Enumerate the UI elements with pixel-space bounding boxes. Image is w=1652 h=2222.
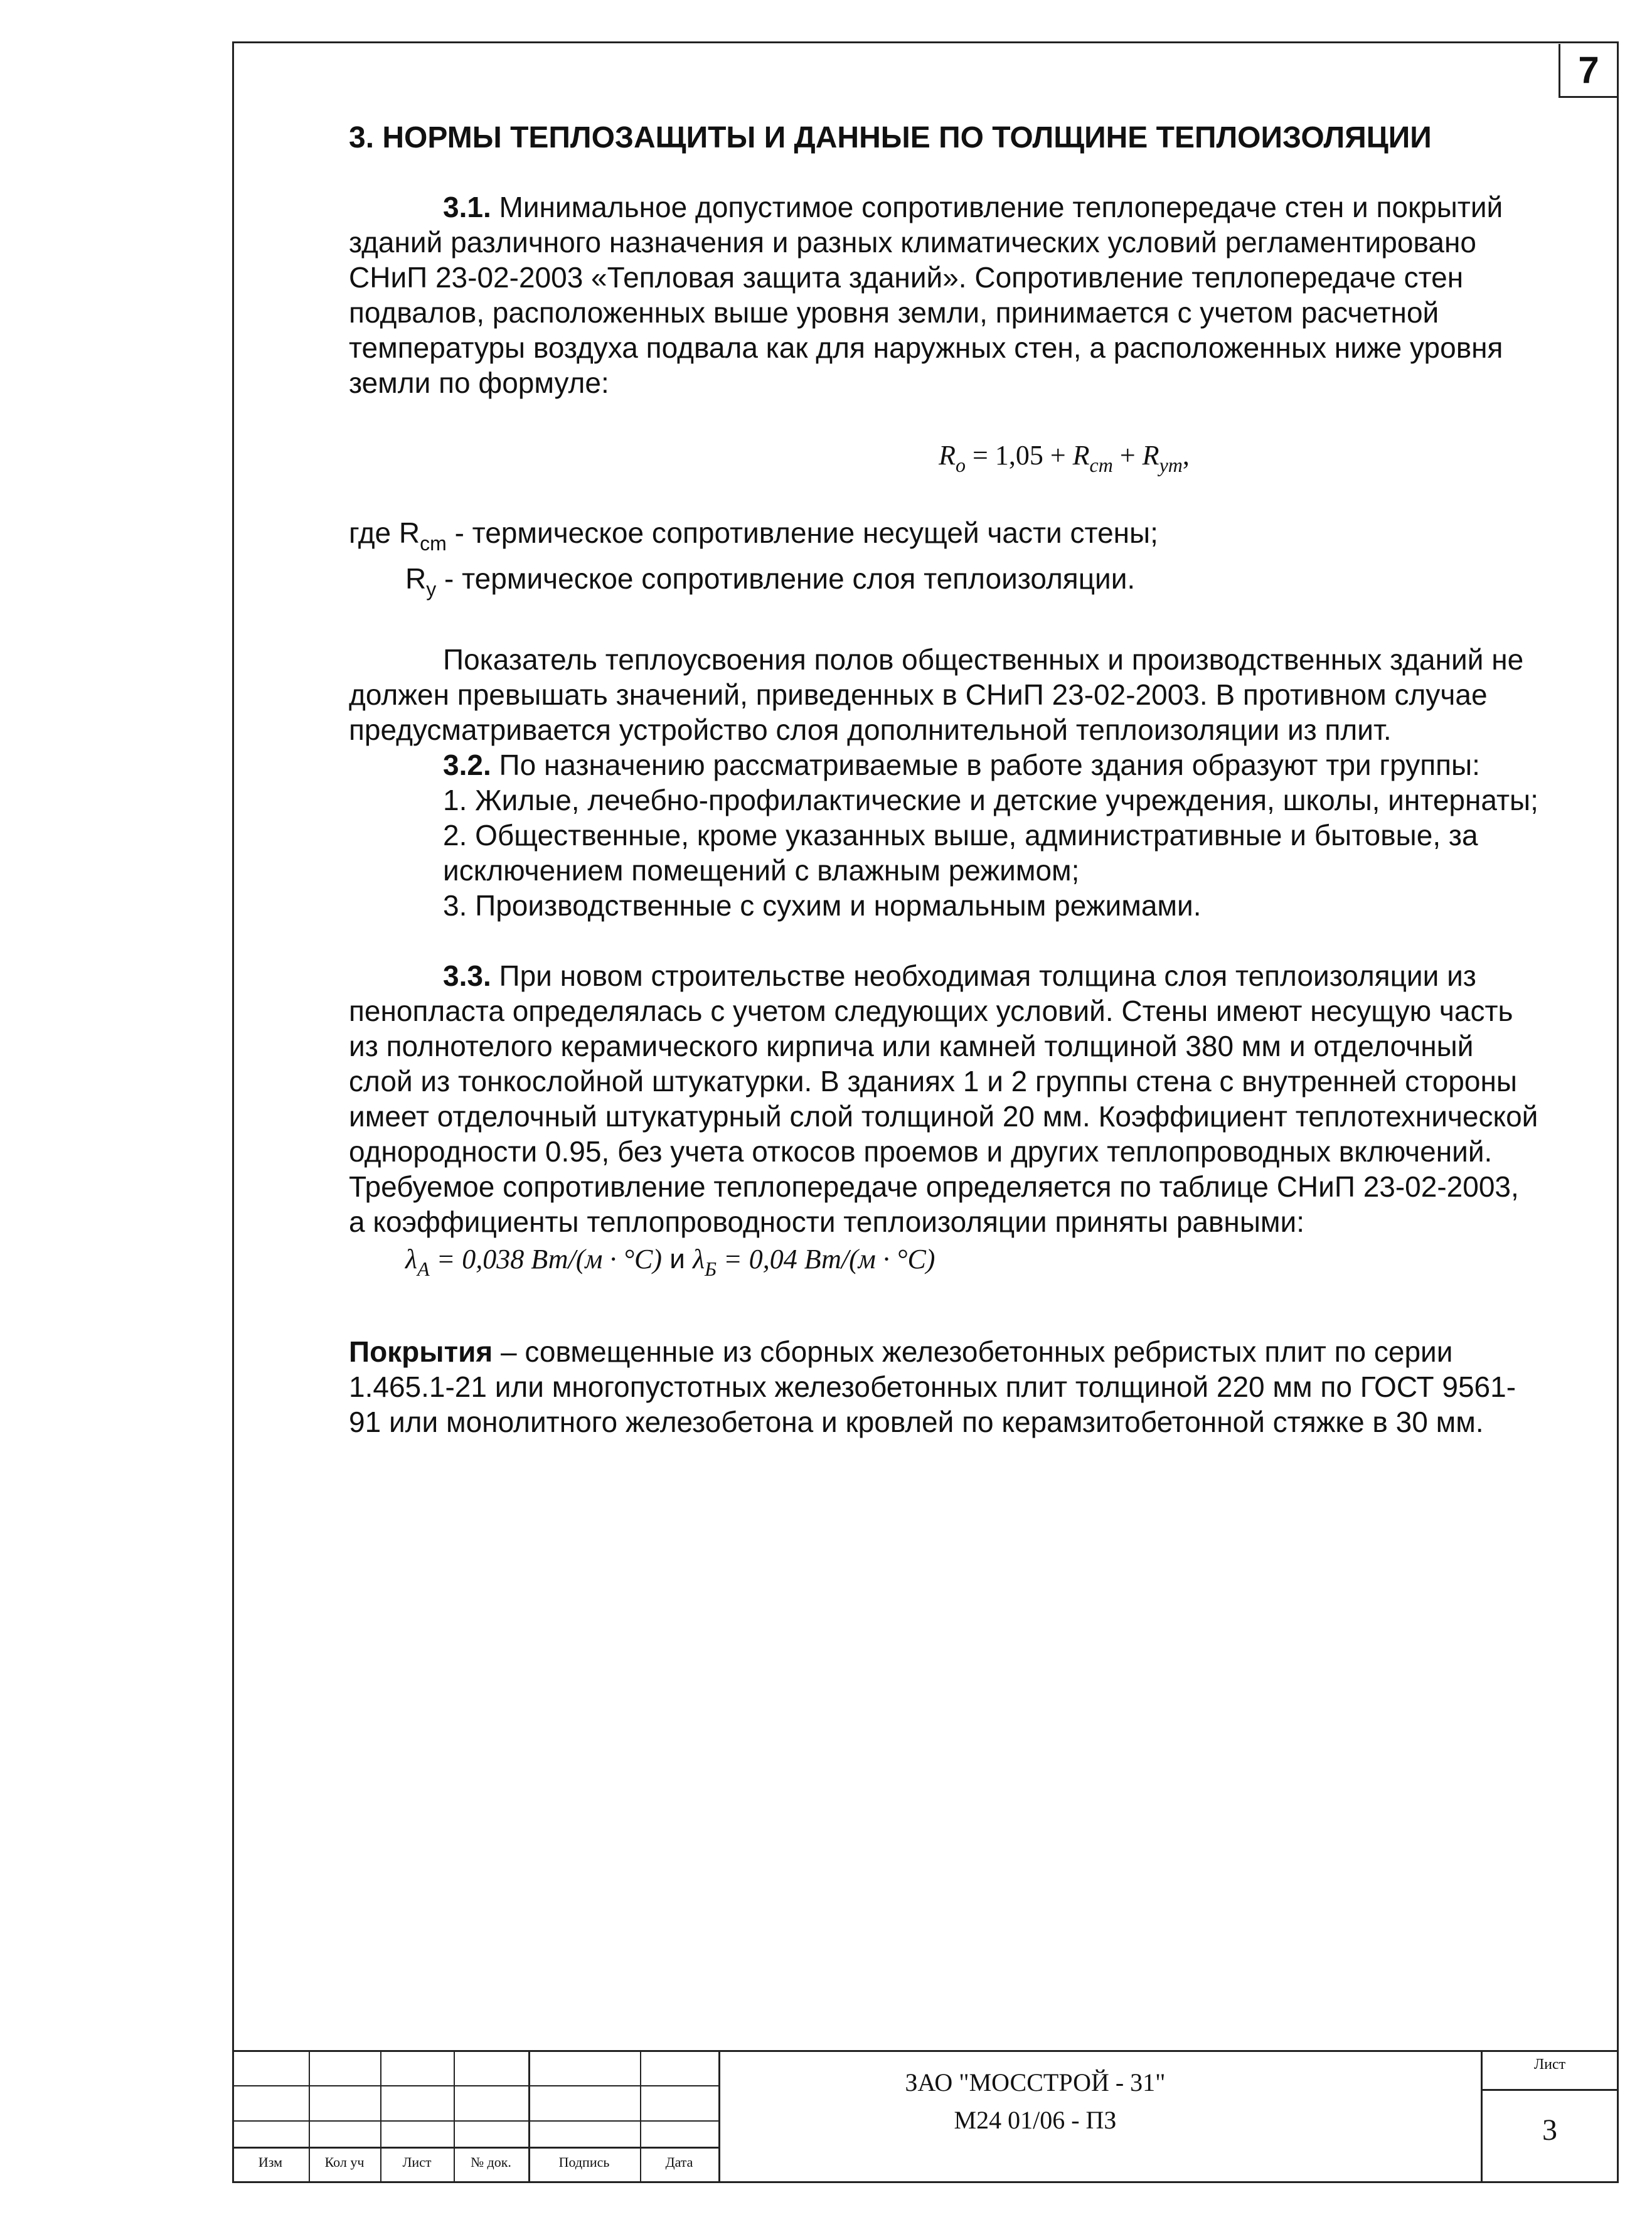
page-number-box: 7	[1559, 44, 1617, 98]
caption-doc-no: № док.	[471, 2154, 511, 2170]
paragraph-3-2-text: По назначению рассматриваемые в работе здания образуют три группы:	[491, 749, 1480, 781]
paragraph-3-3-text: При новом строительстве необходимая толщина слоя теплоизоляции из пенопласта определялась с учетом следующих условий. Стены имеют несущую часть из полнотелого керамического кирпича или камней толщиной 380 мм и отделочный слой из тонкослойной штукатурки. В зданиях 1 и 2 группы стена с внутренней стороны имеет отделочный штукатурный слой толщиной 20 мм. Коэффициент теплотехнической однородности 0.95, без учета откосов проемов и других теплопроводных включений. Требуемое сопротивление теплопередаче определяется по таблице СНиП 23-02-2003, а коэффициенты теплопроводности теплоизоляции приняты равными:	[349, 959, 1538, 1238]
formula-subscript: cm	[1089, 454, 1113, 476]
paragraph-3-3-number: 3.3.	[443, 959, 491, 992]
paragraph-floors: Показатель теплоусвоения полов общественных и производственных зданий не должен превышать значений, приведенных в СНиП 23-02-2003. В противном случае предусматривается устройство слоя дополнительной теплоизоляции из плит.	[349, 643, 1524, 746]
formula-symbol: R	[1072, 440, 1090, 471]
caption-izm: Изм	[258, 2154, 283, 2170]
list-item: 1. Жилые, лечебно-профилактические и детские учреждения, школы, интернаты;	[443, 784, 1538, 816]
formula-operator: = 1,05 +	[966, 440, 1073, 471]
paragraph-3-1-text: Минимальное допустимое сопротивление теплопередаче стен и покрытий зданий различного назначения и разных климатических условий регламентировано СНиП 23-02-2003 «Тепловая защита зданий». Сопротивление теплопередаче стен подвалов, расположенных выше уровня земли, принимается с учетом расчетной температуры воздуха подвала как для наружных стен, а расположенных ниже уровня земли по формуле:	[349, 191, 1503, 399]
definition-ry: $R_y$ - термическое сопротивление слоя теплоизоляции.	[405, 562, 1136, 601]
formula-definitions	[349, 515, 1541, 607]
list-item: 2. Общественные, кроме указанных выше, административные и бытовые, за исключением помещений с влажным режимом;	[443, 819, 1478, 887]
definition-rcm: где $R_{cm}$ - термическое сопротивление несущей части стены;	[349, 516, 1158, 555]
roofs-text: – совмещенные из сборных железобетонных ребристых плит по серии 1.465.1-21 или многопустотных железобетонных плит толщиной 220 мм по ГОСТ 9561-91 или монолитного железобетона и кровлей по керамзитобетонной стяжке в 30 мм.	[349, 1335, 1516, 1438]
sheet-caption: Лист	[1533, 2056, 1566, 2073]
formula-symbol: R	[939, 440, 956, 471]
title-block	[232, 2050, 1619, 2183]
paragraph-3-2-number: 3.2.	[443, 749, 491, 781]
section-heading: 3. НОРМЫ ТЕПЛОЗАЩИТЫ И ДАННЫЕ ПО ТОЛЩИНЕ ТЕПЛОИЗОЛЯЦИИ	[349, 121, 1432, 154]
formula-subscript: ym	[1159, 454, 1183, 476]
caption-list: Лист	[402, 2154, 432, 2170]
sheet-number: 3	[1542, 2113, 1557, 2147]
thermal-conductivity-formula: $\lambda_А = 0,038$ Вт/(м · °C) и $\lambda_Б = 0,04$ Вт/(м · °C)	[405, 1244, 935, 1280]
caption-date: Дата	[665, 2154, 693, 2170]
paragraph-roofs	[349, 1334, 1541, 1439]
roofs-label: Покрытия	[349, 1335, 493, 1368]
paragraph-3-1-number: 3.1.	[443, 191, 491, 223]
paragraph-3-2	[349, 747, 1541, 783]
caption-signature: Подпись	[558, 2154, 610, 2170]
caption-kol-uch: Кол уч	[324, 2154, 365, 2170]
document-code: М24 01/06 - ПЗ	[954, 2106, 1117, 2134]
list-item: 3. Производственные с сухим и нормальным режимами.	[443, 889, 1202, 922]
building-groups-list	[349, 783, 1541, 923]
formula-subscript: o	[956, 454, 966, 476]
formula-symbol: R	[1142, 440, 1159, 471]
document-body	[349, 119, 1541, 1439]
formula-operator: ,	[1182, 440, 1190, 471]
organization-name: ЗАО "МОССТРОЙ - 31"	[905, 2068, 1166, 2096]
formula-ro	[349, 438, 1541, 483]
formula-operator: +	[1112, 440, 1143, 471]
paragraph-3-3	[349, 958, 1541, 1239]
paragraph-3-1	[349, 190, 1541, 400]
